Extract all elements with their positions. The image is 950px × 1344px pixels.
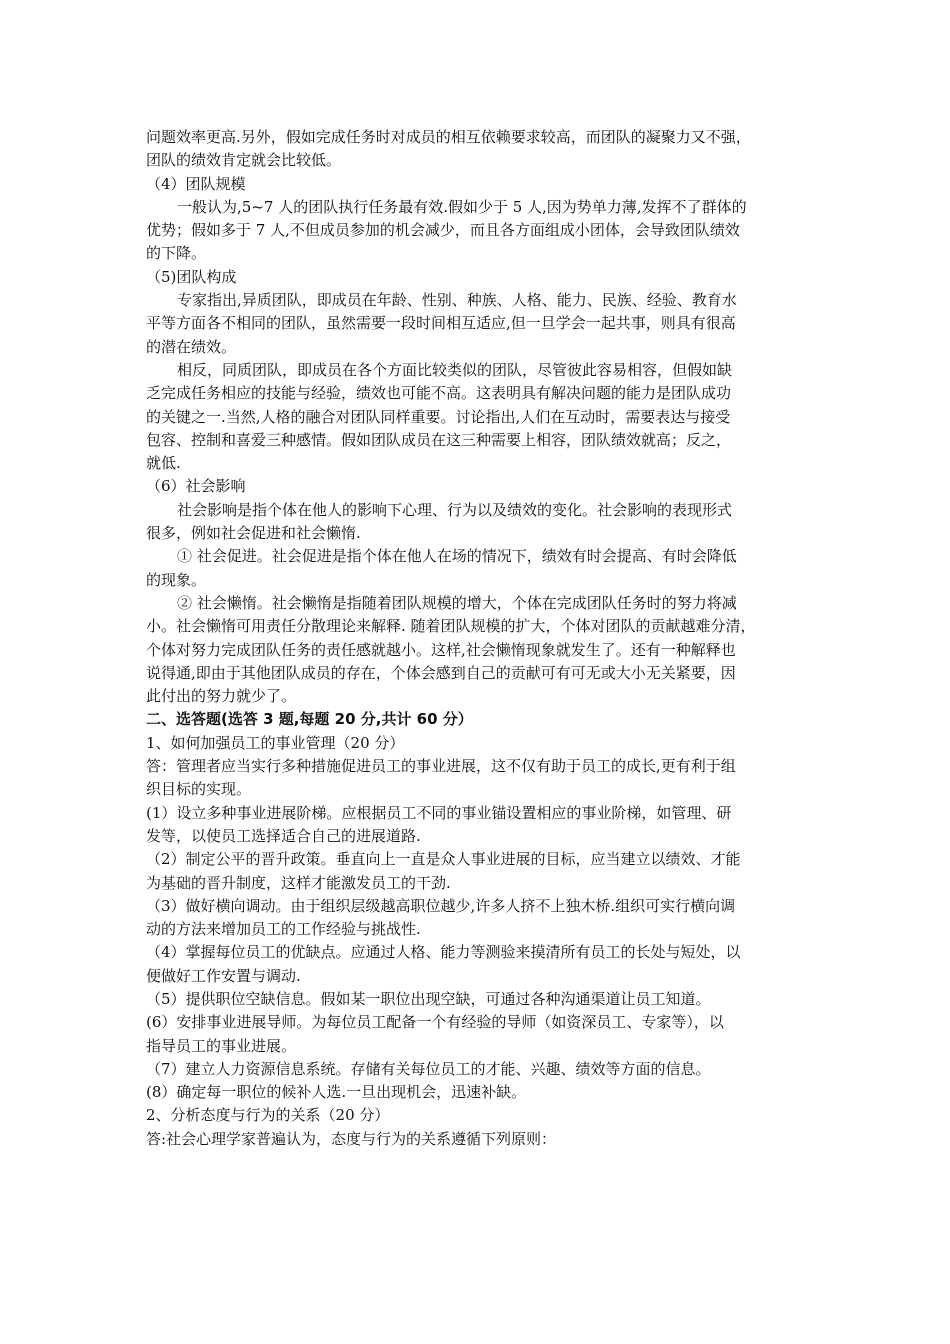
text-line: (1）设立多种事业进展阶梯。应根据员工不同的事业锚设置相应的事业阶梯，如管理、研 bbox=[146, 803, 732, 822]
text-line: 2、分析态度与行为的关系（20 分） bbox=[146, 1106, 390, 1125]
text-line: （3）做好横向调动。由于组织层级越高职位越少,许多人挤不上独木桥.组织可实行横向调 bbox=[146, 896, 736, 915]
document-page bbox=[146, 126, 816, 1151]
text-line: （4）团队规模 bbox=[146, 174, 246, 193]
text-line: 平等方面各不相同的团队，虽然需要一段时间相互适应,但一旦学会一起共事，则具有很高 bbox=[146, 314, 736, 333]
text-line: 小。社会懒惰可用责任分散理论来解释. 随着团队规模的扩大，个体对团队的贡献越难分清， bbox=[146, 617, 756, 636]
text-line: 一般认为,5~7 人的团队执行任务最有效.假如少于 5 人,因为势单力薄,发挥不了群体的 bbox=[177, 197, 747, 216]
text-line: 专家指出,异质团队，即成员在年龄、性别、种族、人格、能力、民族、经验、教育水 bbox=[177, 291, 737, 310]
text-line: 为基础的晋升制度，这样才能激发员工的干劲. bbox=[146, 873, 451, 892]
text-line: (8）确定每一职位的候补人选.一旦出现机会，迅速补缺。 bbox=[146, 1083, 527, 1102]
text-line: 便做好工作安置与调动. bbox=[146, 966, 301, 985]
text-line: （5）提供职位空缺信息。假如某一职位出现空缺，可通过各种沟通渠道让员工知道。 bbox=[146, 989, 711, 1008]
text-line: 问题效率更高.另外，假如完成任务时对成员的相互依赖要求较高，而团队的凝聚力又不强， bbox=[146, 128, 751, 146]
text-line: 优势；假如多于 7 人,不但成员参加的机会减少，而且各方面组成小团体，会导致团队绩效 bbox=[146, 221, 740, 240]
text-line: 答：管理者应当实行多种措施促进员工的事业进展，这不仅有助于员工的成长,更有利于组 bbox=[146, 757, 736, 776]
text-line: 发等，以使员工选择适合自己的进展道路. bbox=[146, 826, 421, 845]
text-line: 的关键之一.当然,人格的融合对团队同样重要。讨论指出,人们在互动时，需要表达与接受 bbox=[146, 407, 731, 426]
text-line: ② 社会懒惰。社会懒惰是指随着团队规模的增大，个体在完成团队任务时的努力将减 bbox=[177, 593, 737, 612]
text-line: （4）掌握每位员工的优缺点。应通过人格、能力等测验来摸清所有员工的长处与短处，以 bbox=[146, 943, 741, 962]
text-line: （6）社会影响 bbox=[146, 477, 246, 496]
text-line: 的下降。 bbox=[146, 244, 207, 263]
text-line: 乏完成任务相应的技能与经验，绩效也可能不高。这表明具有解决问题的能力是团队成功 bbox=[146, 384, 732, 403]
text-line: 此付出的努力就少了。 bbox=[146, 687, 297, 706]
text-line: 社会影响是指个体在他人的影响下心理、行为以及绩效的变化。社会影响的表现形式 bbox=[177, 500, 733, 519]
text-line: （2）制定公平的晋升政策。垂直向上一直是众人事业进展的目标，应当建立以绩效、才能 bbox=[146, 850, 741, 869]
text-line: 说得通,即由于其他团队成员的存在，个体会感到自己的贡献可有可无或大小无关紧要，因 bbox=[146, 663, 736, 682]
text-line: 团队的绩效肯定就会比较低。 bbox=[146, 151, 342, 170]
text-line: 1、如何加强员工的事业管理（20 分） bbox=[146, 733, 405, 752]
text-line: ① 社会促进。社会促进是指个体在他人在场的情况下，绩效有时会提高、有时会降低 bbox=[177, 547, 737, 566]
text-line: (6）安排事业进展导师。为每位员工配备一个有经验的导师（如资深员工、专家等），以 bbox=[146, 1013, 724, 1032]
text-line: 很多，例如社会促进和社会懒惰. bbox=[146, 524, 361, 543]
text-line: （7）建立人力资源信息系统。存储有关每位员工的才能、兴趣、绩效等方面的信息。 bbox=[146, 1059, 711, 1078]
text-line: 包容、控制和喜爱三种感情。假如团队成员在这三种需要上相容，团队绩效就高；反之， bbox=[146, 430, 732, 449]
section-heading: 二、选答题(选答 3 题,每题 20 分,共计 60 分） bbox=[146, 710, 473, 729]
text-line: 指导员工的事业进展。 bbox=[146, 1036, 297, 1055]
text-line: 的现象。 bbox=[146, 570, 207, 589]
text-line: 织目标的实现。 bbox=[146, 780, 252, 799]
text-line: 就低. bbox=[146, 454, 181, 473]
text-line: （5)团队构成 bbox=[146, 267, 237, 286]
text-line: 动的方法来增加员工的工作经验与挑战性. bbox=[146, 920, 421, 939]
text-line: 个体对努力完成团队任务的责任感就越小。这样,社会懒惰现象就发生了。还有一种解释也 bbox=[146, 640, 736, 659]
text-line: 的潜在绩效。 bbox=[146, 337, 237, 356]
text-line: 答:社会心理学家普遍认为，态度与行为的关系遵循下列原则： bbox=[146, 1129, 557, 1148]
text-line: 相反，同质团队，即成员在各个方面比较类似的团队，尽管彼此容易相容，但假如缺 bbox=[177, 360, 733, 379]
